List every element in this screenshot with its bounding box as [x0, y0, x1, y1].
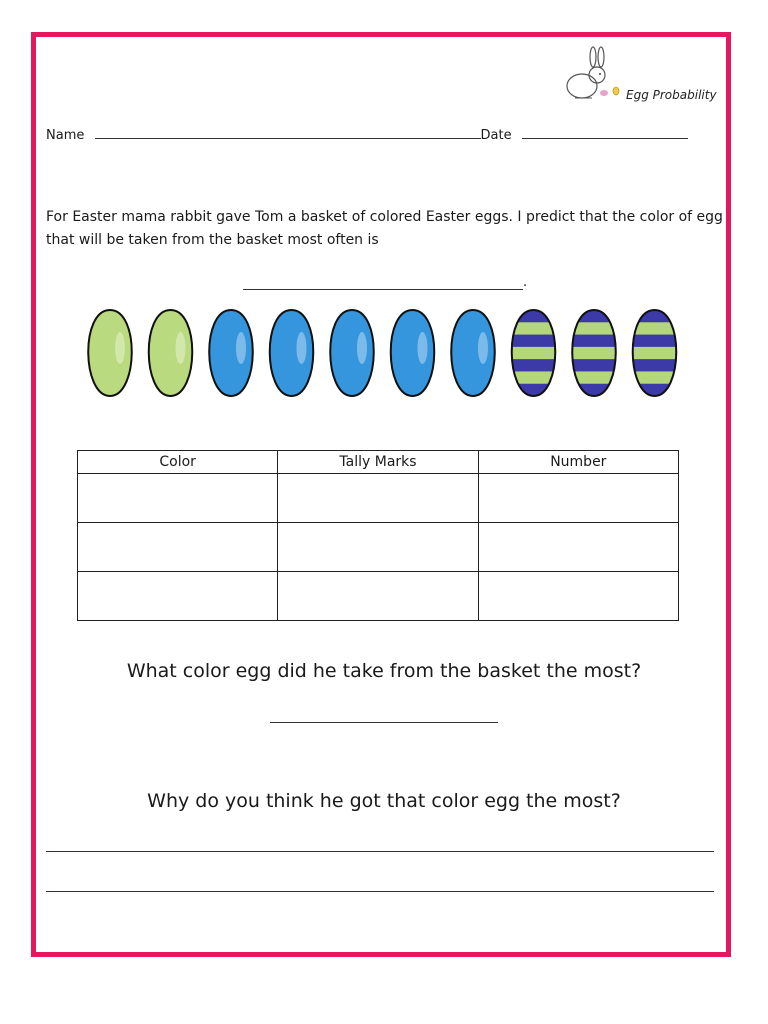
header-logo — [560, 46, 730, 110]
cell-color[interactable] — [78, 572, 278, 621]
intro-paragraph: For Easter mama rabbit gave Tom a basket of colored Easter eggs. I predict that the color of egg that will be taken from the basket most often is — [46, 209, 723, 248]
bunny-icon — [560, 46, 630, 110]
logo-title: Egg Probability — [626, 88, 717, 102]
striped-egg-icon — [564, 310, 624, 397]
question-why: Why do you think he got that color egg the most? — [147, 790, 621, 812]
name-date-row — [46, 126, 688, 143]
header-number: Number — [478, 451, 678, 474]
cell-number[interactable] — [478, 523, 678, 572]
prediction-field[interactable] — [243, 289, 523, 290]
striped-egg-icon — [625, 310, 685, 397]
table-header-row — [78, 451, 679, 474]
blue-egg-icon — [330, 310, 374, 396]
date-field[interactable] — [522, 126, 688, 139]
answer-most-taken-field[interactable] — [270, 722, 498, 723]
table-row — [78, 474, 679, 523]
egg-row — [80, 308, 700, 400]
striped-egg-icon — [504, 310, 564, 397]
green-egg-icon — [149, 310, 193, 396]
cell-number[interactable] — [478, 474, 678, 523]
cell-tally[interactable] — [278, 474, 478, 523]
answer-why-line-2[interactable] — [46, 891, 714, 892]
cell-color[interactable] — [78, 474, 278, 523]
cell-tally[interactable] — [278, 523, 478, 572]
header-color: Color — [78, 451, 278, 474]
blue-egg-icon — [270, 310, 314, 396]
blue-egg-icon — [391, 310, 435, 396]
blue-egg-icon — [451, 310, 495, 396]
name-field[interactable] — [95, 126, 481, 139]
prediction-period: . — [523, 275, 528, 290]
cell-color[interactable] — [78, 523, 278, 572]
tally-table — [77, 450, 679, 621]
cell-tally[interactable] — [278, 572, 478, 621]
header-tally-marks: Tally Marks — [278, 451, 478, 474]
name-label: Name — [46, 128, 85, 143]
blue-egg-icon — [209, 310, 253, 396]
table-row — [78, 523, 679, 572]
cell-number[interactable] — [478, 572, 678, 621]
date-label: Date — [480, 128, 512, 143]
green-egg-icon — [88, 310, 132, 396]
table-row — [78, 572, 679, 621]
question-most-taken: What color egg did he take from the basket the most? — [126, 660, 642, 682]
answer-why-line-1[interactable] — [46, 851, 714, 852]
